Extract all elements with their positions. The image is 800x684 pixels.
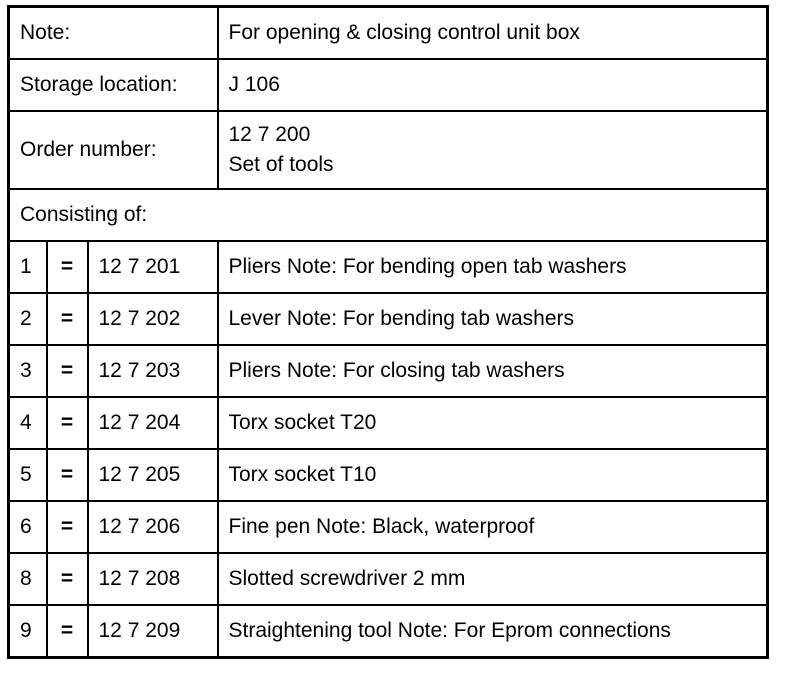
item-code: 12 7 209 [88,605,218,658]
consisting-row [9,189,768,241]
note-row [9,7,768,60]
order-number: 12 7 200 [228,123,311,146]
table-row [9,293,768,345]
storage-label: Storage location: [9,59,218,111]
item-equals: = [47,553,88,605]
table-row [9,345,768,397]
item-description: Lever Note: For bending tab washers [218,293,768,345]
table-row [9,605,768,658]
item-number: 6 [9,501,47,553]
item-number: 3 [9,345,47,397]
order-row [9,111,768,189]
item-equals: = [47,501,88,553]
item-equals: = [47,293,88,345]
item-code: 12 7 204 [88,397,218,449]
note-value: For opening & closing control unit box [218,7,768,60]
table-row [9,501,768,553]
tool-set-table [7,5,769,659]
item-description: Pliers Note: For closing tab washers [218,345,768,397]
item-code: 12 7 202 [88,293,218,345]
item-description: Fine pen Note: Black, waterproof [218,501,768,553]
item-equals: = [47,241,88,293]
order-label-text: Order number: [20,138,157,161]
table-row [9,449,768,501]
item-equals: = [47,605,88,658]
table-row [9,241,768,293]
item-number: 2 [9,293,47,345]
item-description: Torx socket T10 [218,449,768,501]
order-description: Set of tools [228,153,334,176]
item-code: 12 7 205 [88,449,218,501]
storage-value: J 106 [218,59,768,111]
storage-row [9,59,768,111]
item-description: Pliers Note: For bending open tab washers [218,241,768,293]
item-description: Torx socket T20 [218,397,768,449]
item-code: 12 7 208 [88,553,218,605]
item-number: 9 [9,605,47,658]
order-value [218,111,768,189]
item-number: 5 [9,449,47,501]
table-row [9,553,768,605]
consisting-label: Consisting of: [9,189,768,241]
item-description: Slotted screwdriver 2 mm [218,553,768,605]
item-number: 1 [9,241,47,293]
item-code: 12 7 203 [88,345,218,397]
note-label: Note: [9,7,218,60]
item-description: Straightening tool Note: For Eprom connections [218,605,768,658]
order-label [9,111,218,189]
item-equals: = [47,397,88,449]
item-code: 12 7 206 [88,501,218,553]
item-number: 4 [9,397,47,449]
item-equals: = [47,345,88,397]
item-code: 12 7 201 [88,241,218,293]
item-number: 8 [9,553,47,605]
item-equals: = [47,449,88,501]
table-row [9,397,768,449]
